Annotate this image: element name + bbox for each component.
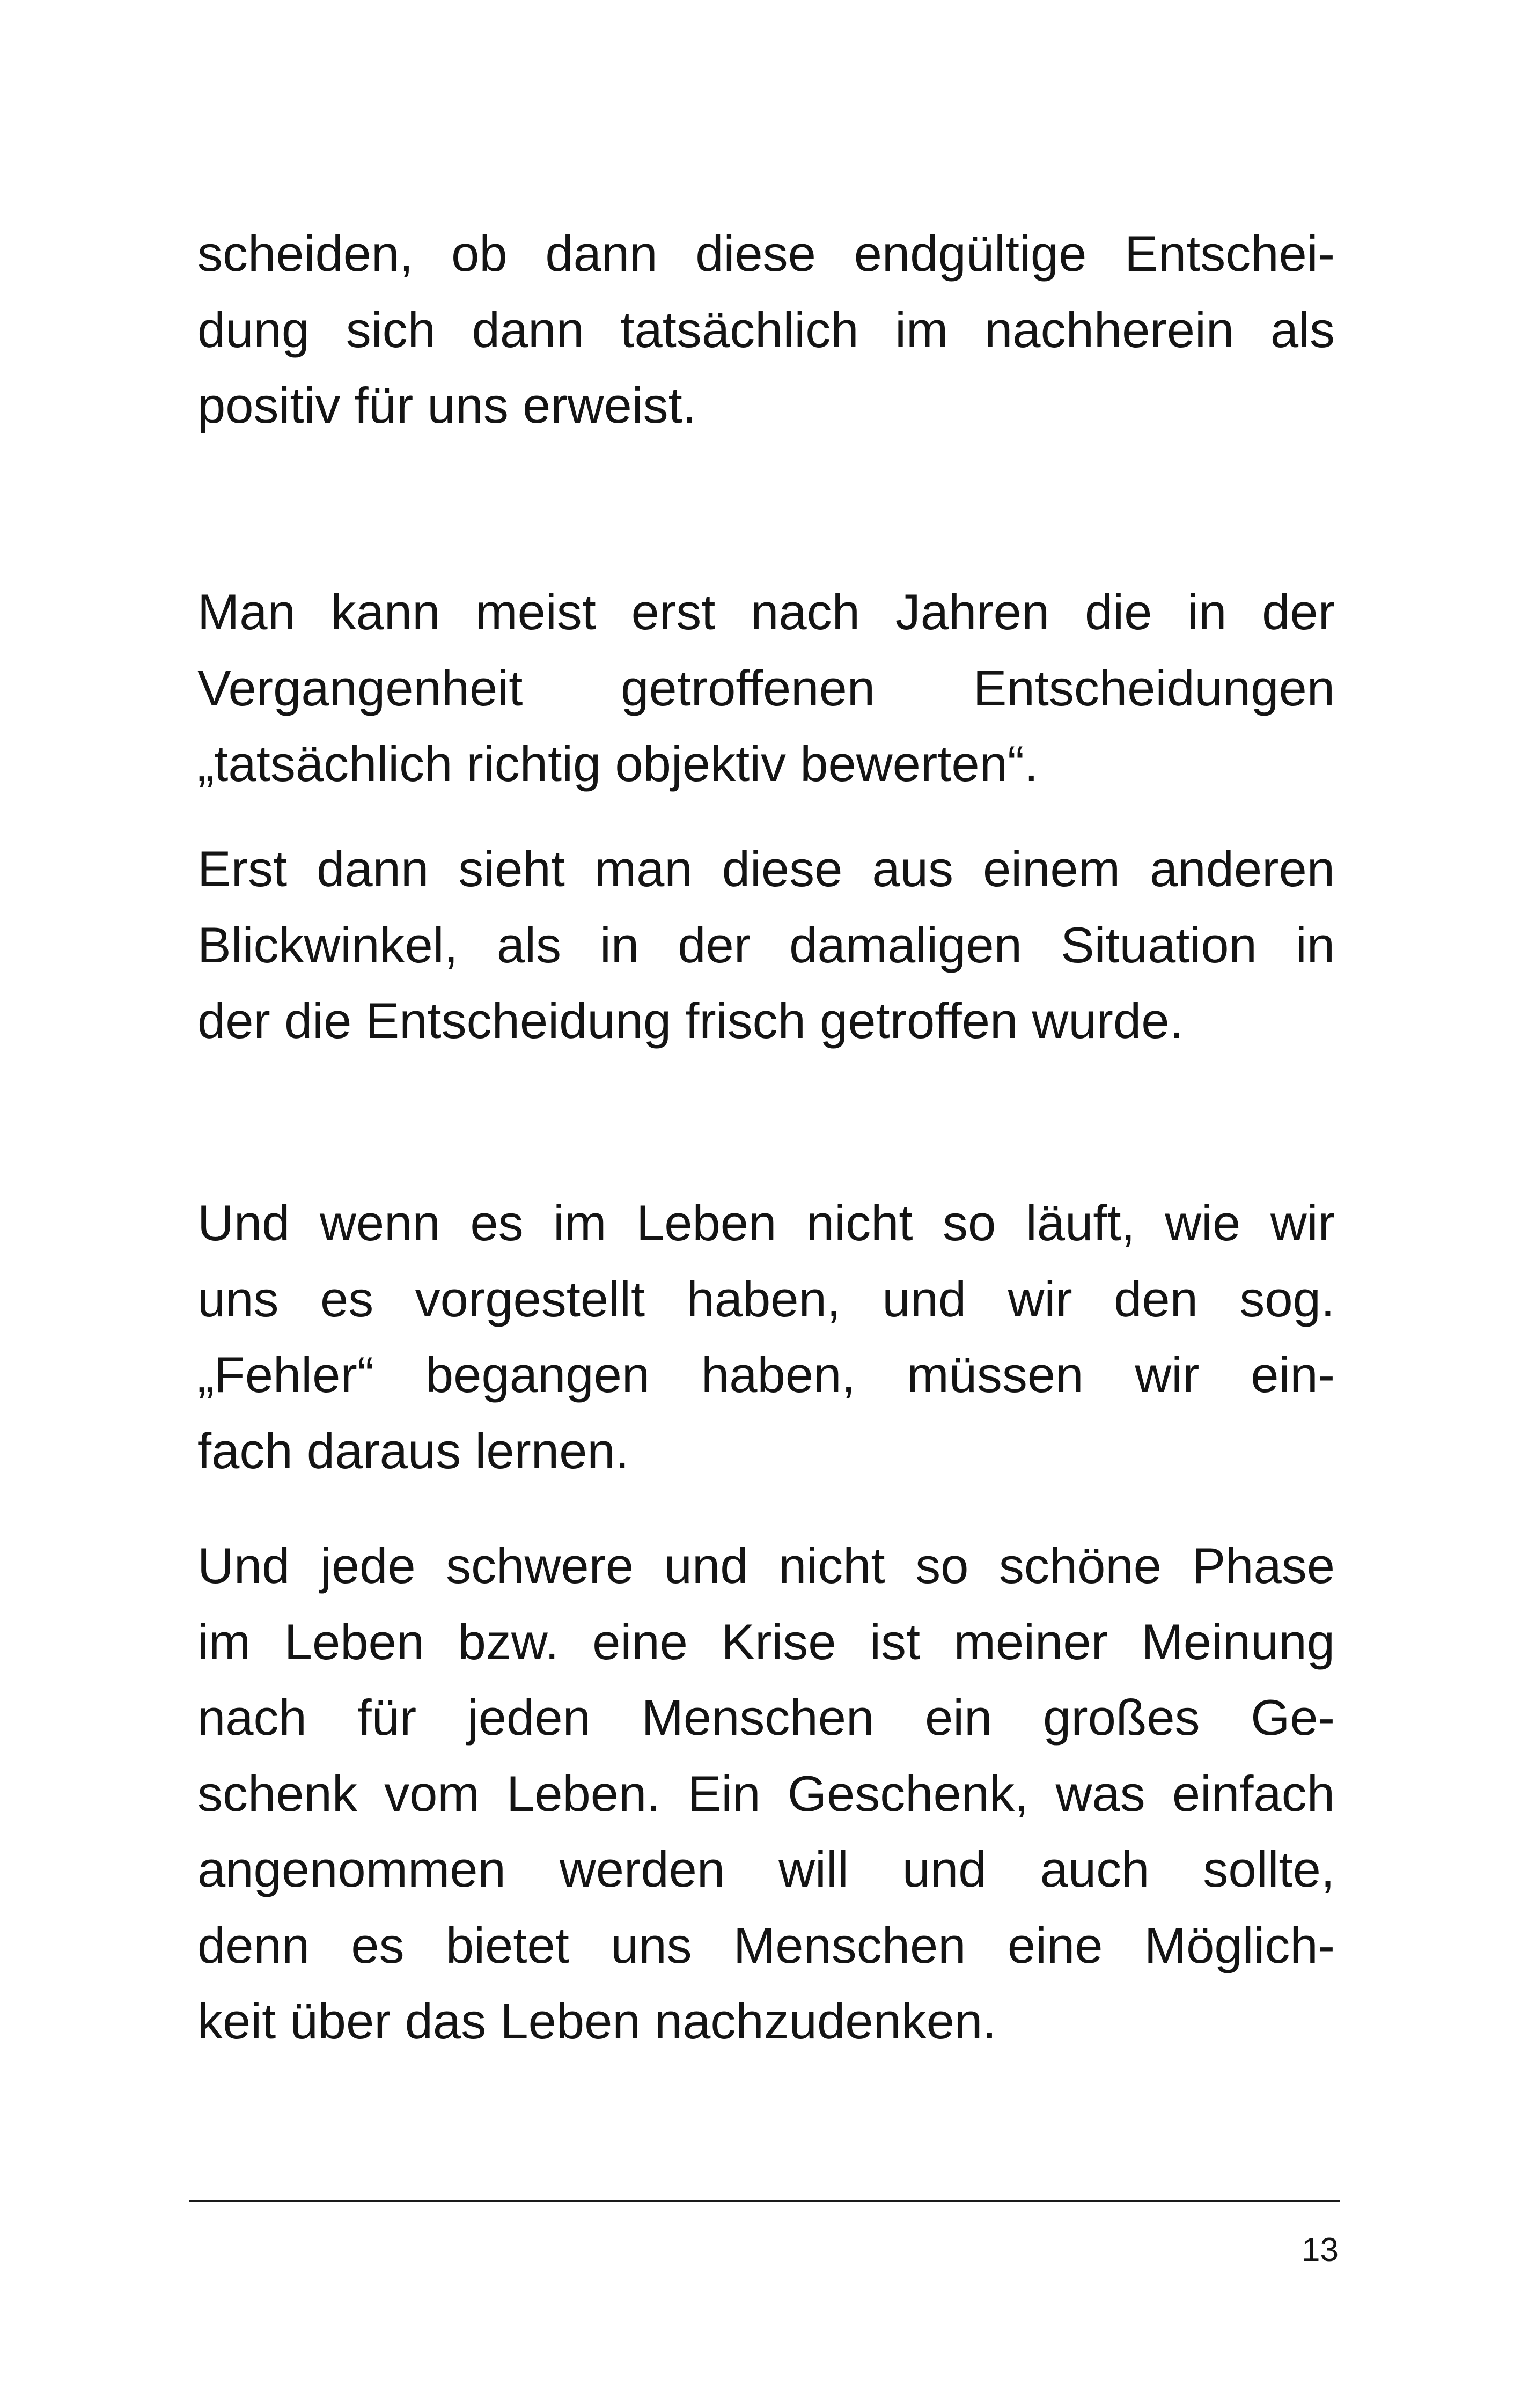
text-line: angenommen werden will und auch sollte, <box>197 1841 1335 1897</box>
footer-divider <box>189 2200 1340 2202</box>
text-line: im Leben bzw. eine Krise ist meiner Meinung <box>197 1613 1335 1670</box>
paragraph-5 <box>197 1528 1335 2059</box>
text-line: scheiden, ob dann diese endgültige Entschei- <box>197 225 1335 282</box>
text-line: fach daraus lernen. <box>197 1422 629 1479</box>
text-line: keit über das Leben nachzudenken. <box>197 1993 997 2049</box>
text-line: Vergangenheit getroffenen Entscheidungen <box>197 659 1335 716</box>
paragraph-4 <box>197 1185 1335 1489</box>
paragraph-1 <box>197 216 1335 444</box>
page-number: 13 <box>1302 2232 1339 2269</box>
text-line: Und jede schwere und nicht so schöne Phase <box>197 1537 1335 1594</box>
text-line: „tatsächlich richtig objektiv bewerten“. <box>197 735 1039 792</box>
text-line: denn es bietet uns Menschen eine Möglich- <box>197 1917 1335 1973</box>
text-line: Man kann meist erst nach Jahren die in der <box>197 584 1335 640</box>
text-line: „Fehler“ begangen haben, müssen wir ein- <box>197 1346 1335 1403</box>
text-line: Und wenn es im Leben nicht so läuft, wie wir <box>197 1195 1335 1251</box>
paragraph-3 <box>197 831 1335 1059</box>
paragraph-2 <box>197 574 1335 802</box>
text-line: der die Entscheidung frisch getroffen wurde. <box>197 992 1184 1049</box>
text-line: positiv für uns erweist. <box>197 377 696 433</box>
text-line: Erst dann sieht man diese aus einem anderen <box>197 841 1335 897</box>
text-line: schenk vom Leben. Ein Geschenk, was einfach <box>197 1765 1335 1822</box>
text-line: uns es vorgestellt haben, und wir den sog. <box>197 1270 1335 1327</box>
text-line: nach für jeden Menschen ein großes Ge- <box>197 1689 1335 1746</box>
text-line: Blickwinkel, als in der damaligen Situation in <box>197 916 1335 973</box>
text-line: dung sich dann tatsächlich im nachherein als <box>197 301 1335 358</box>
